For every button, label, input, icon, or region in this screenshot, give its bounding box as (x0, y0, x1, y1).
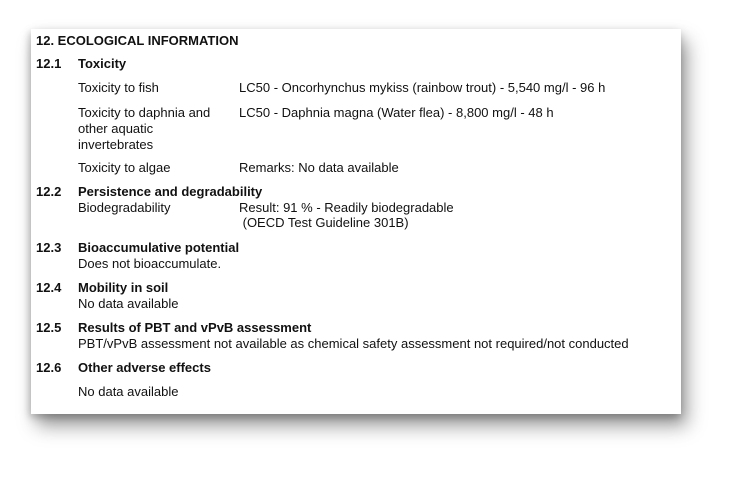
section-number-12-3: 12.3 (36, 240, 62, 255)
label-toxicity-daphnia-line-2: other aquatic (78, 121, 154, 136)
document-page (31, 29, 681, 414)
label-toxicity-algae: Toxicity to algae (78, 160, 171, 175)
value-toxicity-algae: Remarks: No data available (239, 160, 399, 175)
label-toxicity-daphnia-line-3: invertebrates (78, 137, 154, 152)
section-title: 12. ECOLOGICAL INFORMATION (36, 33, 239, 48)
heading-persistence: Persistence and degradability (78, 184, 263, 199)
heading-pbt-vpvb: Results of PBT and vPvB assessment (78, 320, 312, 335)
section-number-12-4: 12.4 (36, 280, 62, 295)
value-toxicity-fish: LC50 - Oncorhynchus mykiss (rainbow trout) - 5,540 mg/l - 96 h (239, 80, 606, 95)
text-pbt-vpvb: PBT/vPvB assessment not available as chemical safety assessment not required/not conducted (78, 336, 629, 351)
section-number-12-5: 12.5 (36, 320, 62, 335)
text-bioaccumulative: Does not bioaccumulate. (78, 256, 222, 271)
heading-toxicity: Toxicity (78, 56, 127, 71)
section-number-12-6: 12.6 (36, 360, 62, 375)
label-toxicity-daphnia-line-1: Toxicity to daphnia and (78, 105, 211, 120)
text-mobility: No data available (78, 296, 179, 311)
heading-mobility: Mobility in soil (78, 280, 169, 295)
heading-bioaccumulative: Bioaccumulative potential (78, 240, 240, 255)
label-biodegradability: Biodegradability (78, 200, 171, 215)
value-biodegradability-line-2: (OECD Test Guideline 301B) (239, 215, 409, 230)
section-number-12-2: 12.2 (36, 184, 62, 199)
value-biodegradability-line-1: Result: 91 % - Readily biodegradable (239, 200, 454, 215)
value-toxicity-daphnia: LC50 - Daphnia magna (Water flea) - 8,800 mg/l - 48 h (239, 105, 554, 120)
text-other-effects: No data available (78, 384, 179, 399)
heading-other-effects: Other adverse effects (78, 360, 211, 375)
section-number-12-1: 12.1 (36, 56, 62, 71)
label-toxicity-fish: Toxicity to fish (78, 80, 159, 95)
